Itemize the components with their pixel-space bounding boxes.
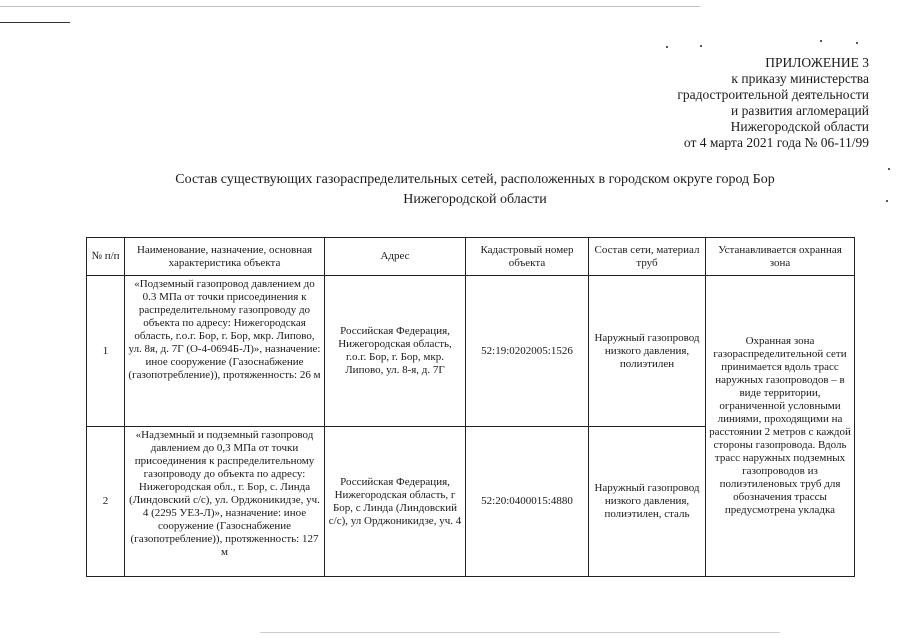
scan-speck xyxy=(700,45,702,47)
title-line-1: Состав существующих газораспределительных сетей, расположенных в городском округе город Бор xyxy=(175,172,775,187)
scan-artifact-top xyxy=(0,6,700,7)
appendix-line: от 4 марта 2021 года № 06-11/99 xyxy=(683,135,869,150)
row-address: Российская Федерация, Нижегородская область, г.о.г. Бор, г. Бор, мкр. Липово, ул. 8-я, д. 7Г xyxy=(325,276,466,427)
row-cadastral-number: 52:20:0400015:4880 xyxy=(466,427,589,577)
row-network-material: Наружный газопровод низкого давления, полиэтилен, сталь xyxy=(589,427,706,577)
row-address: Российская Федерация, Нижегородская область, г Бор, с Линда (Линдовский с/с), ул Орджоникидзе, уч. 4 xyxy=(325,427,466,577)
header-zone: Устанавливается охранная зона xyxy=(706,238,855,276)
scan-artifact-bottom xyxy=(260,632,780,633)
scan-speck xyxy=(666,46,668,48)
scan-speck xyxy=(886,200,888,202)
row-network-material: Наружный газопровод низкого давления, полиэтилен xyxy=(589,276,706,427)
row-num: 1 xyxy=(87,276,125,427)
protection-zone-text: Охранная зона газораспределительной сети принимается вдоль трасс наружных газопроводов – в виде территории, ограниченной условными линиями, проходящими на расстоянии 2 метров с каждой стороны газопровода. Вдоль трасс наружных подземных газопроводов из полиэтиленовых труб для обозначения трассы предусмотрена укладка xyxy=(709,335,851,516)
header-network: Состав сети, материал труб xyxy=(589,238,706,276)
row-object-name: «Подземный газопровод давлением до 0.3 МПа от точки присоединения к распределительному газопроводу до объекта по адресу: Нижегородская область, г.о.г. Бор, г. Бор, мкр. Липово, ул. 8я, д. 7Г (О-4-0694Б-Л)», назначение: иное сооружение (Газоснабжение (газопотребление)), протяженность: 26 м xyxy=(125,276,325,427)
appendix-line: ПРИЛОЖЕНИЕ 3 xyxy=(765,55,869,70)
header-name: Наименование, назначение, основная характеристика объекта xyxy=(125,238,325,276)
table-row xyxy=(87,276,855,427)
document-title xyxy=(150,170,800,210)
header-num: № п/п xyxy=(87,238,125,276)
row-num: 2 xyxy=(87,427,125,577)
scan-speck xyxy=(820,40,822,42)
appendix-line: и развития агломераций xyxy=(730,103,869,118)
scan-speck xyxy=(888,168,890,170)
scan-speck xyxy=(856,42,858,44)
appendix-line: Нижегородской области xyxy=(730,119,869,134)
appendix-line: градостроительной деятельности xyxy=(677,87,869,102)
row-cadastral-number: 52:19:0202005:1526 xyxy=(466,276,589,427)
title-line-2: Нижегородской области xyxy=(403,192,547,207)
gas-network-table xyxy=(86,237,855,577)
appendix-block xyxy=(569,55,869,151)
header-cadastral: Кадастровый номер объекта xyxy=(466,238,589,276)
protection-zone-cell xyxy=(706,276,855,577)
scan-artifact-top-left xyxy=(0,22,70,23)
appendix-line: к приказу министерства xyxy=(731,71,869,86)
row-object-name: «Надземный и подземный газопровод давлением до 0,3 МПа от точки присоединения к распределительному газопроводу до объекта по адресу: Нижегородская обл., г. Бор, с. Линда (Линдовский с/с), ул. Орджоникидзе, уч. 4 (2295 УЕЗ-Л)», назначение: иное сооружение (Газоснабжение (газопотребление)), протяженность: 127 м xyxy=(125,427,325,577)
header-address: Адрес xyxy=(325,238,466,276)
table-header-row xyxy=(87,238,855,276)
